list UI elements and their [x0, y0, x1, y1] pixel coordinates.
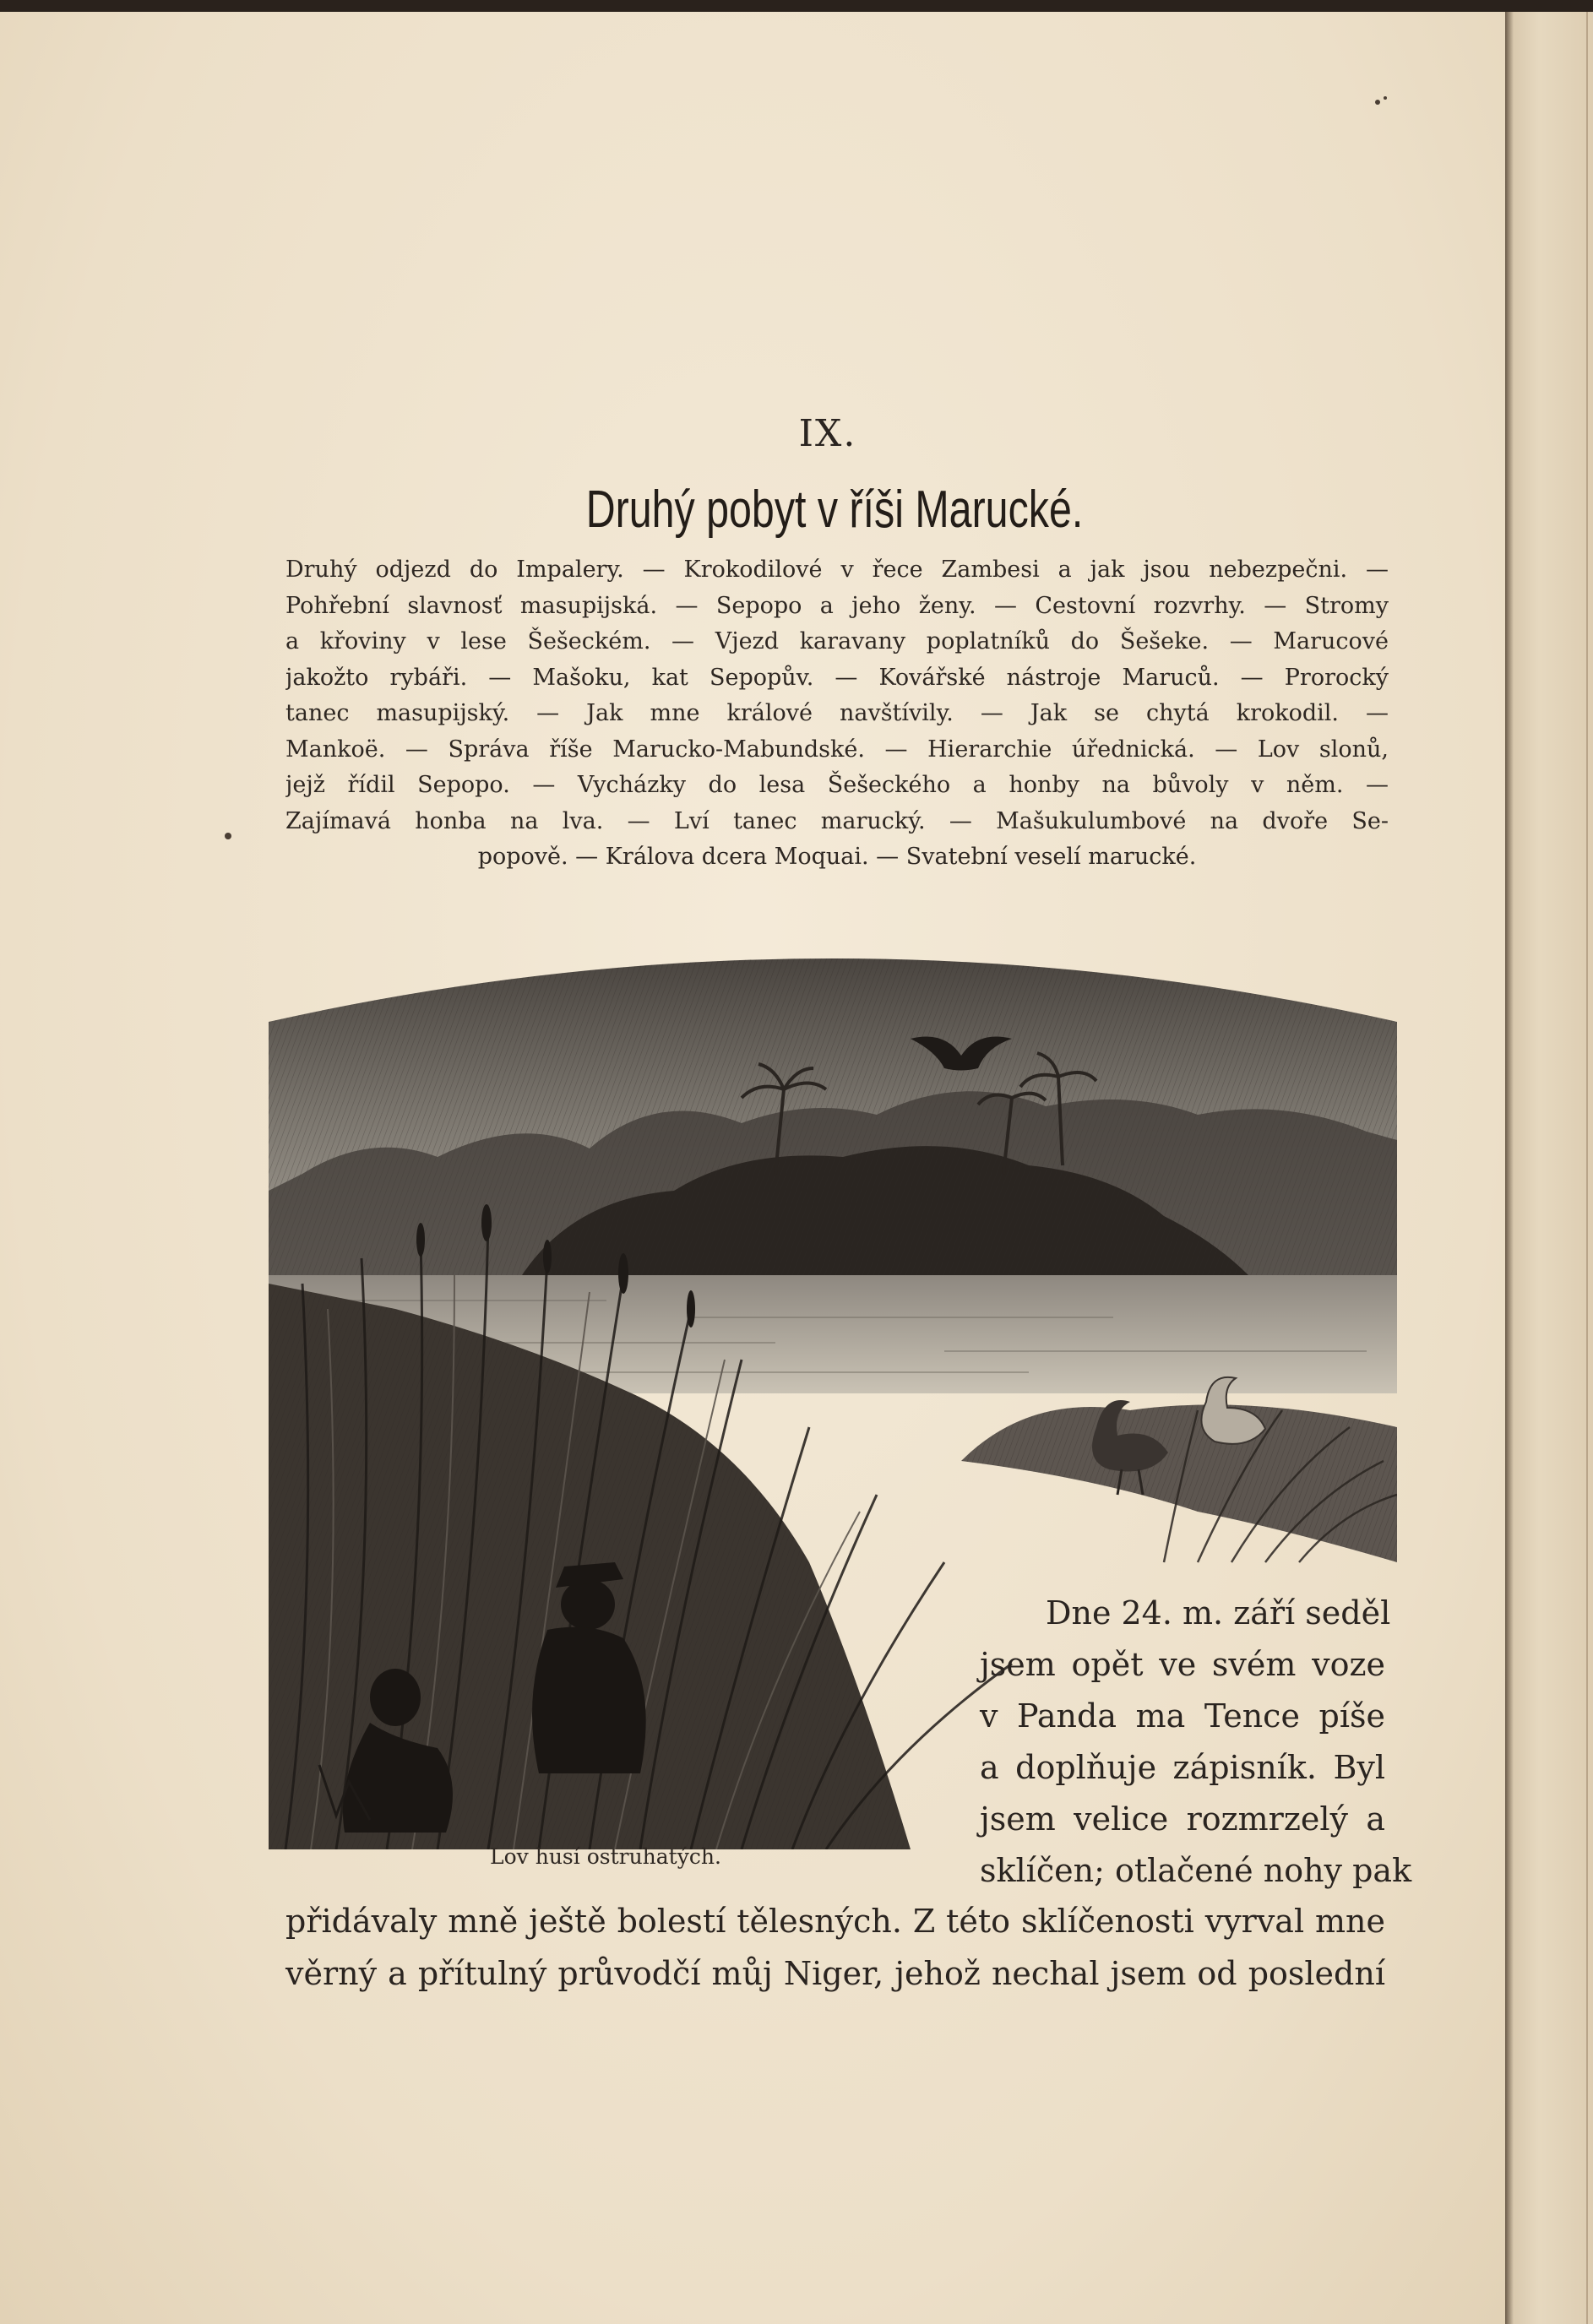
page-edge-line [1586, 0, 1588, 2324]
ink-speck [1384, 96, 1387, 100]
synopsis-line: jakožto rybáři. — Mašoku, kat Sepopův. — Kovářské nástroje Maruců. — Prorocký [285, 664, 1389, 691]
synopsis-line: a křoviny v lese Šešeckém. — Vjezd karavany poplatníků do Šešeke. — Marucové [285, 628, 1389, 654]
synopsis-line: Druhý odjezd do Impalery. — Krokodilové v řece Zambesi a jak jsou nebezpečni. — [285, 557, 1389, 583]
chapter-title: Druhý pobyt v říši Marucké. [585, 481, 1084, 539]
text-line: věrný a přítulný průvodčí můj Niger, jehož nechal jsem od poslední [285, 1955, 1385, 1992]
text-line: přidávaly mně ještě bolestí tělesných. Z této sklíčenosti vyrval mne [285, 1903, 1385, 1940]
body-paragraph-wrapped [980, 1588, 1412, 1897]
chapter-number: IX. [798, 412, 857, 455]
chapter-synopsis [285, 552, 1389, 876]
ink-speck [225, 833, 231, 839]
synopsis-line: Zajímavá honba na lva. — Lví tanec marucký. — Mašukulumbové na dvoře Se- [285, 807, 1389, 834]
illustration-caption: Lov husí ostruhatých. [490, 1844, 721, 1869]
text-line: jsem opět ve svém voze [980, 1646, 1385, 1683]
ink-speck [1375, 100, 1380, 105]
scan-border [0, 0, 1593, 12]
adjacent-page-edge [1505, 0, 1593, 2324]
body-paragraph [285, 1895, 1385, 2000]
synopsis-line: jejž řídil Sepopo. — Vycházky do lesa Šešeckého a honby na bůvoly v něm. — [285, 772, 1389, 798]
synopsis-line: Mankoë. — Správa říše Marucko-Mabundské. — Hierarchie úřednická. — Lov slonů, [285, 736, 1389, 763]
text-line: a doplňuje zápisník. Byl [980, 1749, 1385, 1786]
text-line: Dne 24. m. září seděl [1046, 1594, 1391, 1632]
text-line: jsem velice rozmrzelý a [980, 1800, 1385, 1838]
synopsis-line: Pohřební slavnosť masupijská. — Sepopo a jeho ženy. — Cestovní rozvrhy. — Stromy [285, 592, 1389, 619]
text-line: v Panda ma Tence píše [980, 1697, 1385, 1735]
synopsis-line: tanec masupijský. — Jak mne králové navštívily. — Jak se chytá krokodil. — [285, 700, 1389, 726]
text-line: sklíčen; otlačené nohy pak [980, 1852, 1412, 1889]
synopsis-line: popově. — Králova dcera Moquai. — Svatební veselí marucké. [477, 844, 1197, 870]
